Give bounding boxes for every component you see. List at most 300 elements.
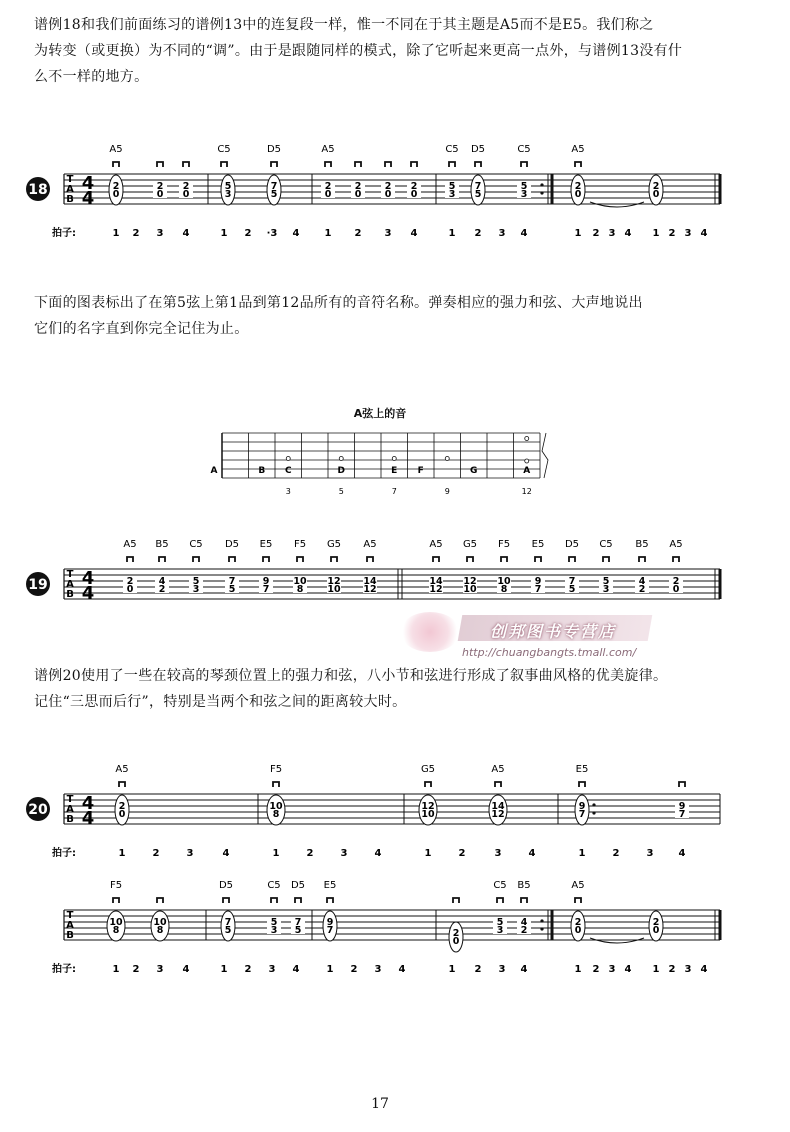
fret-marker-number: 9 <box>444 487 450 496</box>
downstroke-mark <box>263 557 269 562</box>
fret-number: 2 <box>574 181 582 192</box>
count-number: 2 <box>306 848 314 859</box>
downstroke-mark <box>229 557 235 562</box>
note-name: G <box>470 466 478 476</box>
repeat-dot <box>540 191 543 194</box>
fret-number: 0 <box>354 189 362 200</box>
fret-number: 5 <box>270 189 278 200</box>
fret-marker-number: 5 <box>338 487 344 496</box>
fret-number: 2 <box>672 576 680 587</box>
fret-number: 7 <box>578 809 586 820</box>
tab-clef-letter: A <box>66 920 74 931</box>
chord-name: D5 <box>470 144 486 155</box>
downstroke-mark <box>501 557 507 562</box>
count-number: 3 <box>340 848 348 859</box>
fret-number: 7 <box>294 917 302 928</box>
count-number: 2 <box>592 228 600 239</box>
fretboard-diagram <box>0 425 790 505</box>
downstroke-mark <box>223 898 229 903</box>
downstroke-mark <box>639 557 645 562</box>
tab-clef-letter: T <box>66 174 74 185</box>
fret-number: 12 <box>327 576 341 587</box>
count-number: 1 <box>652 228 660 239</box>
time-signature-top: 4 <box>81 173 95 194</box>
inlay-dot <box>525 437 529 441</box>
count-number: 4 <box>292 964 300 975</box>
tab-clef-letter: T <box>66 569 74 580</box>
rose-logo-icon <box>400 612 460 652</box>
open-string-note: A <box>210 466 218 476</box>
inlay-dot <box>392 457 396 461</box>
note-name: B <box>258 466 266 476</box>
fret-marker-number: 7 <box>391 487 397 496</box>
text-line: 么不一样的地方。 <box>34 69 149 85</box>
inlay-dot <box>525 459 529 463</box>
tab-clef-letter: B <box>66 814 74 825</box>
count-number: 2 <box>132 964 140 975</box>
fret-number: 4 <box>520 917 528 928</box>
fret-number: 9 <box>578 801 586 812</box>
fret-number: 5 <box>602 576 610 587</box>
count-number: 3 <box>384 228 392 239</box>
chord-name: D5 <box>290 880 306 891</box>
note-name: F <box>417 466 424 476</box>
fret-number: 3 <box>602 584 610 595</box>
chord-name: D5 <box>564 539 580 550</box>
chord-name: D5 <box>266 144 282 155</box>
fret-number: 10 <box>109 917 123 928</box>
fret-number: 8 <box>156 925 164 936</box>
downstroke-mark <box>521 898 527 903</box>
downstroke-mark <box>575 898 581 903</box>
chord-name: A5 <box>491 764 505 775</box>
chord-name: D5 <box>224 539 240 550</box>
count-number: 4 <box>700 964 708 975</box>
fret-number: 8 <box>272 809 280 820</box>
chord-name: B5 <box>635 539 649 550</box>
downstroke-mark <box>603 557 609 562</box>
tab-clef-letter: T <box>66 910 74 921</box>
tab-clef-letter: A <box>66 804 74 815</box>
count-label: 拍子: <box>52 848 76 859</box>
count-number: 3 <box>608 964 616 975</box>
time-signature-top: 4 <box>81 568 95 589</box>
downstroke-mark <box>385 162 391 167</box>
fret-number: 3 <box>192 584 200 595</box>
count-number: 2 <box>668 964 676 975</box>
example-number: 18 <box>28 182 48 198</box>
downstroke-mark <box>453 898 459 903</box>
downstroke-mark <box>273 782 279 787</box>
watermark-url: http://chuangbangts.tmall.com/ <box>462 646 637 659</box>
chord-name: A5 <box>115 764 129 775</box>
fret-number: 9 <box>678 801 686 812</box>
count-number: 4 <box>678 848 686 859</box>
fret-number: 2 <box>354 181 362 192</box>
fret-number: 10 <box>327 584 341 595</box>
chord-name: C5 <box>517 144 531 155</box>
time-signature-bottom: 4 <box>81 808 95 829</box>
fret-number: 4 <box>638 576 646 587</box>
fretboard-paragraph <box>34 290 750 342</box>
count-number: 4 <box>520 228 528 239</box>
count-number: 2 <box>612 848 620 859</box>
chord-name: A5 <box>571 880 585 891</box>
count-number: 3 <box>374 964 382 975</box>
count-number: 1 <box>220 964 228 975</box>
fret-number: 7 <box>262 584 270 595</box>
inlay-dot <box>286 457 290 461</box>
fret-number: 5 <box>224 181 232 192</box>
chord-name: A5 <box>571 144 585 155</box>
count-number: 1 <box>652 964 660 975</box>
tab-example-19 <box>0 535 790 625</box>
fret-number: 7 <box>678 809 686 820</box>
count-number: 4 <box>700 228 708 239</box>
fret-number: 7 <box>228 576 236 587</box>
chord-name: E5 <box>323 880 337 891</box>
downstroke-mark <box>271 898 277 903</box>
count-number: 2 <box>244 964 252 975</box>
count-number: 3 <box>268 964 276 975</box>
fret-marker-number: 12 <box>521 487 532 496</box>
downstroke-mark <box>579 782 585 787</box>
downstroke-mark <box>193 557 199 562</box>
count-number: 3 <box>684 964 692 975</box>
fret-number: 0 <box>182 189 190 200</box>
fret-number: 12 <box>363 584 377 595</box>
fret-number: 2 <box>574 917 582 928</box>
fret-number: 0 <box>672 584 680 595</box>
text-line: 它们的名字直到你完全记住为止。 <box>34 321 249 337</box>
chord-name: G5 <box>420 764 436 775</box>
count-number: 2 <box>592 964 600 975</box>
fret-number: 7 <box>224 917 232 928</box>
fret-number: 12 <box>491 809 505 820</box>
note-name: C <box>284 466 292 476</box>
count-number: 2 <box>668 228 676 239</box>
count-number: 2 <box>152 848 160 859</box>
fret-number: 8 <box>296 584 304 595</box>
chord-name: A5 <box>123 539 137 550</box>
fret-number: 7 <box>270 181 278 192</box>
time-signature-bottom: 4 <box>81 188 95 209</box>
downstroke-mark <box>411 162 417 167</box>
chord-name: G5 <box>462 539 478 550</box>
fret-number: 5 <box>474 189 482 200</box>
chord-name: A5 <box>321 144 335 155</box>
fret-number: 5 <box>192 576 200 587</box>
count-number: 3 <box>156 964 164 975</box>
fret-number: 8 <box>500 584 508 595</box>
fret-number: 2 <box>638 584 646 595</box>
downstroke-mark <box>355 162 361 167</box>
count-number: 3 <box>684 228 692 239</box>
fret-number: 2 <box>118 801 126 812</box>
chord-name: C5 <box>599 539 613 550</box>
downstroke-mark <box>297 557 303 562</box>
count-number: 4 <box>624 228 632 239</box>
downstroke-mark <box>127 557 133 562</box>
text-line: 为转变（或更换）为不同的“调”。由于是跟随同样的模式，除了它听起来更高一点外，与谱例13没有什 <box>34 43 683 59</box>
count-number: 2 <box>458 848 466 859</box>
count-number: 3 <box>156 228 164 239</box>
fret-number: 9 <box>262 576 270 587</box>
count-number: 4 <box>222 848 230 859</box>
tab-clef-letter: B <box>66 589 74 600</box>
downstroke-mark <box>113 898 119 903</box>
count-number: 4 <box>520 964 528 975</box>
chord-name: A5 <box>669 539 683 550</box>
text-line: 谱例20使用了一些在较高的琴颈位置上的强力和弦，八小节和弦进行形成了叙事曲风格的优美旋律。 <box>34 668 668 684</box>
count-number: 2 <box>474 228 482 239</box>
chord-name: C5 <box>267 880 281 891</box>
fret-number: 2 <box>112 181 120 192</box>
time-signature-top: 4 <box>81 793 95 814</box>
downstroke-mark <box>325 162 331 167</box>
fret-number: 2 <box>324 181 332 192</box>
fret-number: 2 <box>652 917 660 928</box>
fret-number: 14 <box>429 576 443 587</box>
fret-number: 0 <box>652 925 660 936</box>
fret-number: 10 <box>153 917 167 928</box>
fret-number: 0 <box>156 189 164 200</box>
fret-number: 5 <box>568 584 576 595</box>
fretboard-caption: A弦上的音 <box>353 407 407 420</box>
fret-number: 8 <box>112 925 120 936</box>
downstroke-mark <box>575 162 581 167</box>
downstroke-mark <box>433 557 439 562</box>
count-number: 2 <box>132 228 140 239</box>
watermark-shop-name: 创邦图书专营店 <box>490 622 617 641</box>
count-number: 1 <box>574 228 582 239</box>
chord-name: E5 <box>575 764 589 775</box>
count-number: 1 <box>112 228 120 239</box>
page-number: 17 <box>371 1096 389 1112</box>
fret-number: 0 <box>126 584 134 595</box>
downstroke-mark <box>425 782 431 787</box>
count-number: 3 <box>186 848 194 859</box>
chord-name: F5 <box>293 539 307 550</box>
fret-number: 0 <box>112 189 120 200</box>
tab-clef-letter: B <box>66 194 74 205</box>
chord-name: A5 <box>363 539 377 550</box>
text-line: 记住“三思而后行”，特别是当两个和弦之间的距离较大时。 <box>34 694 407 710</box>
inlay-dot <box>339 457 343 461</box>
chord-name: B5 <box>517 880 531 891</box>
chord-name: A5 <box>429 539 443 550</box>
downstroke-mark <box>271 162 277 167</box>
text-line: 谱例18和我们前面练习的谱例13中的连复段一样，惟一不同在于其主题是A5而不是E5。我们称之 <box>34 17 654 33</box>
count-number: 4 <box>374 848 382 859</box>
count-number: 4 <box>182 228 190 239</box>
chord-name: E5 <box>531 539 545 550</box>
downstroke-mark <box>495 782 501 787</box>
count-number: 1 <box>272 848 280 859</box>
fret-number: 0 <box>410 189 418 200</box>
fret-number: 0 <box>452 936 460 947</box>
fret-number: 10 <box>269 801 283 812</box>
count-number: 1 <box>424 848 432 859</box>
chord-name: B5 <box>155 539 169 550</box>
downstroke-mark <box>331 557 337 562</box>
fret-number: 5 <box>294 925 302 936</box>
fret-number: 14 <box>363 576 377 587</box>
count-label: 拍子: <box>52 228 76 239</box>
chord-name: C5 <box>445 144 459 155</box>
fret-number: 7 <box>568 576 576 587</box>
time-signature-bottom: 4 <box>81 583 95 604</box>
example-number: 19 <box>28 577 48 593</box>
inlay-dot <box>445 457 449 461</box>
fret-number: 0 <box>574 925 582 936</box>
count-number: 4 <box>182 964 190 975</box>
fret-number: 3 <box>448 189 456 200</box>
tab-example-20-line-2 <box>0 870 790 1000</box>
count-number: 2 <box>354 228 362 239</box>
fret-number: 5 <box>496 917 504 928</box>
fret-number: 9 <box>326 917 334 928</box>
downstroke-mark <box>679 782 685 787</box>
tab-example-20-line-1 <box>0 752 790 862</box>
chord-name: F5 <box>109 880 123 891</box>
count-number: 2 <box>244 228 252 239</box>
repeat-dot <box>540 183 543 186</box>
count-number: 4 <box>528 848 536 859</box>
note-name: A <box>523 466 531 476</box>
count-number: 1 <box>448 964 456 975</box>
chord-name: G5 <box>326 539 342 550</box>
chord-name: D5 <box>218 880 234 891</box>
fret-number: 2 <box>158 584 166 595</box>
fret-number: 2 <box>652 181 660 192</box>
fret-number: 3 <box>224 189 232 200</box>
downstroke-mark <box>183 162 189 167</box>
repeat-dot <box>540 927 543 930</box>
ballad-paragraph <box>34 663 750 715</box>
note-name: E <box>391 466 398 476</box>
count-number: 4 <box>624 964 632 975</box>
fret-number: 3 <box>496 925 504 936</box>
fret-number: 9 <box>534 576 542 587</box>
downstroke-mark <box>367 557 373 562</box>
count-number: ·3 <box>266 228 278 239</box>
fret-number: 0 <box>574 189 582 200</box>
count-number: 1 <box>324 228 332 239</box>
count-number: 1 <box>326 964 334 975</box>
count-number: 1 <box>448 228 456 239</box>
downstroke-mark <box>295 898 301 903</box>
tab-clef-letter: A <box>66 579 74 590</box>
fret-number: 3 <box>270 925 278 936</box>
chord-name: C5 <box>189 539 203 550</box>
example-number: 20 <box>28 802 48 818</box>
tab-example-18 <box>0 132 790 262</box>
fret-number: 4 <box>158 576 166 587</box>
chord-name: A5 <box>109 144 123 155</box>
fret-number: 5 <box>228 584 236 595</box>
count-label: 拍子: <box>52 964 76 975</box>
fret-number: 7 <box>474 181 482 192</box>
count-number: 4 <box>292 228 300 239</box>
count-number: 1 <box>118 848 126 859</box>
repeat-dot <box>592 803 595 806</box>
fret-number: 2 <box>384 181 392 192</box>
fret-number: 5 <box>224 925 232 936</box>
tab-clef-letter: T <box>66 794 74 805</box>
downstroke-mark <box>157 898 163 903</box>
count-number: 1 <box>112 964 120 975</box>
count-number: 2 <box>474 964 482 975</box>
intro-paragraph <box>34 12 750 90</box>
downstroke-mark <box>159 557 165 562</box>
fret-number: 10 <box>463 584 477 595</box>
downstroke-mark <box>535 557 541 562</box>
fret-number: 0 <box>652 189 660 200</box>
fret-number: 2 <box>410 181 418 192</box>
fret-number: 0 <box>384 189 392 200</box>
count-number: 1 <box>574 964 582 975</box>
downstroke-mark <box>157 162 163 167</box>
fret-number: 0 <box>324 189 332 200</box>
fret-number: 2 <box>182 181 190 192</box>
fret-number: 7 <box>534 584 542 595</box>
fretboard-break <box>542 433 548 478</box>
fret-number: 5 <box>520 181 528 192</box>
repeat-dot <box>540 919 543 922</box>
fret-number: 12 <box>421 801 435 812</box>
count-number: 1 <box>220 228 228 239</box>
downstroke-mark <box>475 162 481 167</box>
fret-number: 10 <box>293 576 307 587</box>
downstroke-mark <box>113 162 119 167</box>
fret-number: 10 <box>421 809 435 820</box>
fret-number: 2 <box>156 181 164 192</box>
chord-name: F5 <box>497 539 511 550</box>
fret-number: 2 <box>126 576 134 587</box>
count-number: 4 <box>398 964 406 975</box>
fret-number: 5 <box>448 181 456 192</box>
fret-marker-number: 3 <box>285 487 291 496</box>
count-number: 3 <box>498 228 506 239</box>
fret-number: 2 <box>452 928 460 939</box>
downstroke-mark <box>449 162 455 167</box>
downstroke-mark <box>119 782 125 787</box>
tab-clef-letter: B <box>66 930 74 941</box>
downstroke-mark <box>497 898 503 903</box>
note-name: D <box>337 466 345 476</box>
count-number: 3 <box>608 228 616 239</box>
count-number: 3 <box>498 964 506 975</box>
fret-number: 7 <box>326 925 334 936</box>
fret-number: 12 <box>429 584 443 595</box>
fret-number: 5 <box>270 917 278 928</box>
downstroke-mark <box>327 898 333 903</box>
chord-name: F5 <box>269 764 283 775</box>
fret-number: 14 <box>491 801 505 812</box>
fret-number: 2 <box>520 925 528 936</box>
downstroke-mark <box>221 162 227 167</box>
count-number: 2 <box>350 964 358 975</box>
count-number: 1 <box>578 848 586 859</box>
text-line: 下面的图表标出了在第5弦上第1品到第12品所有的音符名称。弹奏相应的强力和弦、大声地说出 <box>34 295 643 311</box>
chord-name: C5 <box>493 880 507 891</box>
downstroke-mark <box>673 557 679 562</box>
chord-name: C5 <box>217 144 231 155</box>
chord-name: E5 <box>259 539 273 550</box>
count-number: 3 <box>646 848 654 859</box>
downstroke-mark <box>521 162 527 167</box>
